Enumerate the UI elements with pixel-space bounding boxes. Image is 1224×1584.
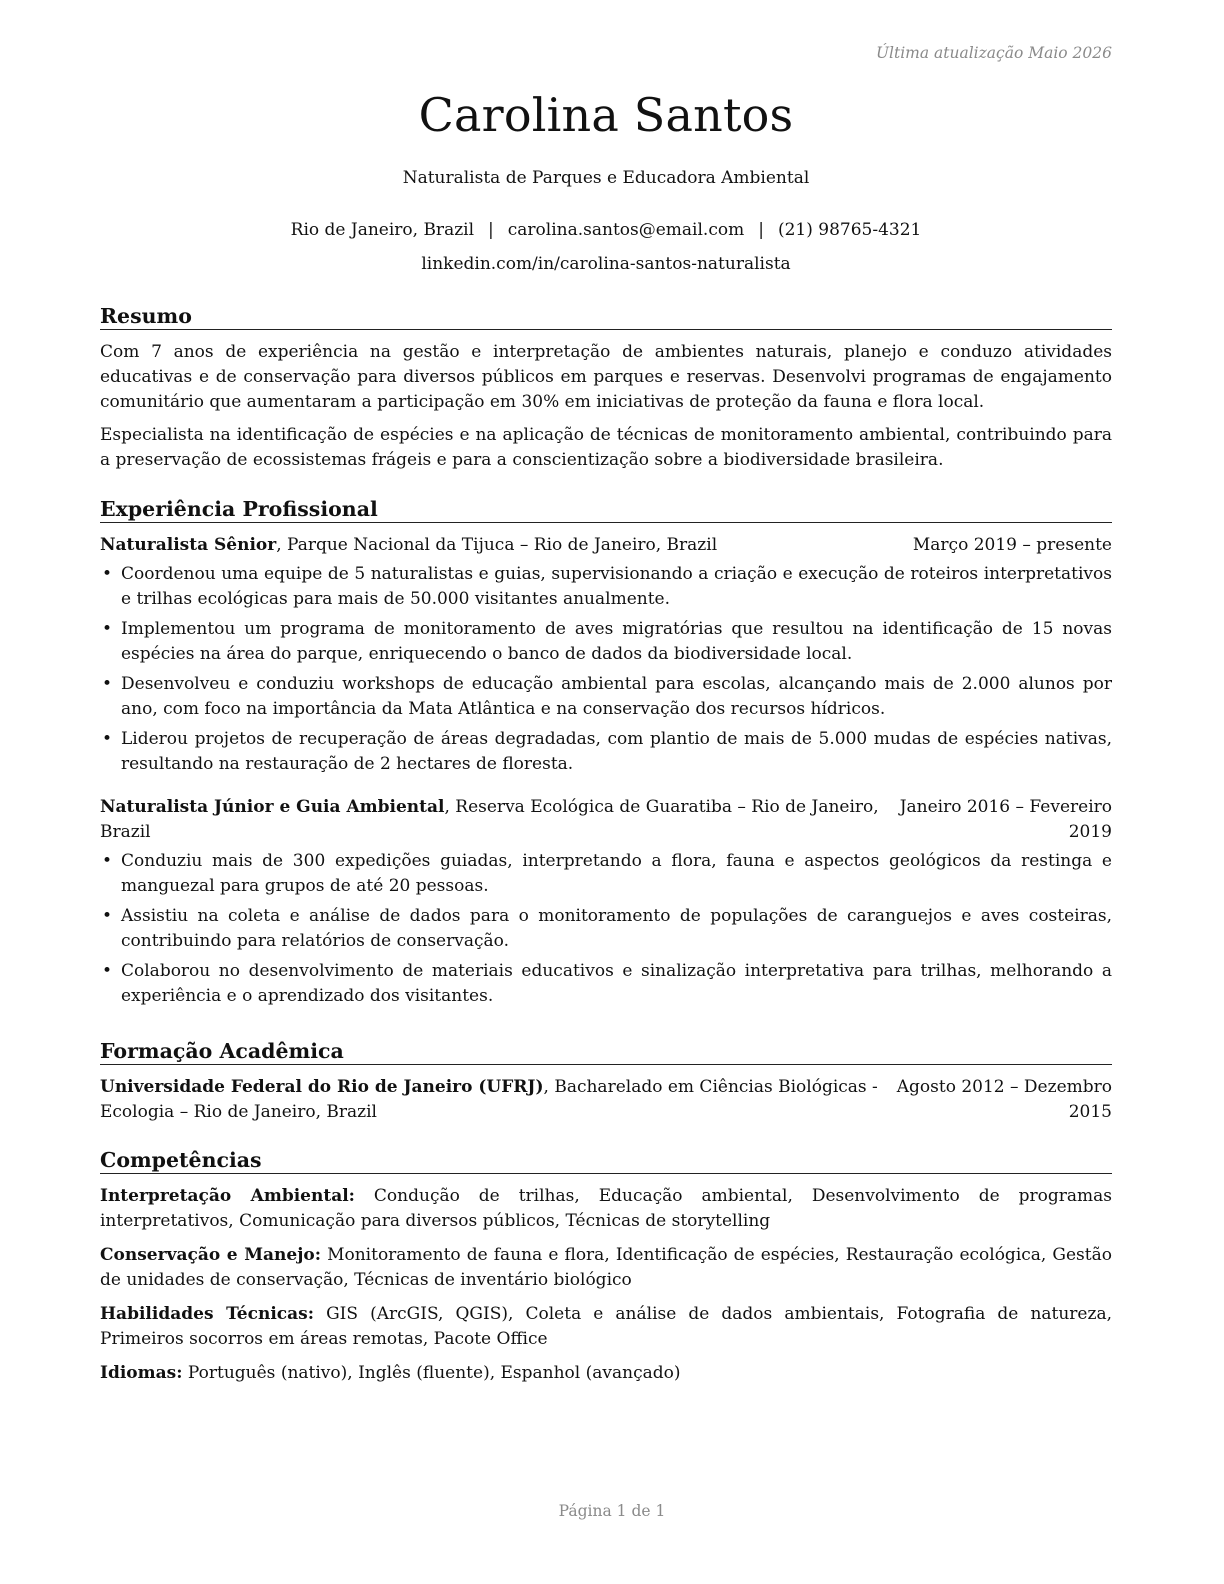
education-dates: Agosto 2012 – Dezembro: [896, 1077, 1112, 1097]
list-item: • Colaborou no desenvolvimento de materiais educativos e sinalização interpretativa para trilhas, melhorando a experiência e o aprendizado dos visitantes.: [102, 961, 1112, 1006]
list-item: • Liderou projetos de recuperação de áreas degradadas, com plantio de mais de 5.000 mudas de espécies nativas, resultando na restauração de 2 hectares de floresta.: [102, 729, 1112, 774]
section-title: Resumo: [100, 304, 1112, 330]
bullet-icon: •: [102, 729, 113, 749]
list-item: • Implementou um programa de monitoramento de aves migratórias que resultou na identificação de 15 novas espécies na área do parque, enriquecendo o banco de dados da biodiversidade local.: [102, 619, 1112, 664]
school-name: Universidade Federal do Rio de Janeiro (UFRJ): [100, 1077, 544, 1097]
list-item: • Assistiu na coleta e análise de dados para o monitoramento de populações de caranguejos e aves costeiras, contribuindo para relatórios de conservação.: [102, 906, 1112, 951]
bullet-icon: •: [102, 674, 113, 694]
skill-line: [100, 1302, 1112, 1352]
bullet-icon: •: [102, 906, 113, 926]
summary-section: [100, 304, 1112, 481]
job-header: [100, 795, 1112, 820]
bullet-icon: •: [102, 851, 113, 871]
job-role: Naturalista Sênior: [100, 535, 277, 555]
bullet-icon: •: [102, 619, 113, 639]
job-header: [100, 533, 1112, 558]
contact-separator: |: [488, 220, 494, 240]
job-dates: Janeiro 2016 – Fevereiro: [899, 797, 1112, 817]
bullet-icon: •: [102, 961, 113, 981]
job-bullets: [100, 562, 1112, 777]
bullet-icon: •: [102, 564, 113, 584]
skill-label: Idiomas:: [100, 1363, 183, 1383]
list-item: • Conduziu mais de 300 expedições guiadas, interpretando a flora, fauna e aspectos geológicos da restinga e manguezal para grupos de até 20 pessoas.: [102, 851, 1112, 896]
education-header-continued: [100, 1100, 1112, 1125]
degree: , Bacharelado em Ciências Biológicas -: [543, 1077, 878, 1097]
list-item: • Coordenou uma equipe de 5 naturalistas e guias, supervisionando a criação e execução de roteiros interpretativos e trilhas ecológicas para mais de 50.000 visitantes anualmente.: [102, 564, 1112, 609]
skill-label: Habilidades Técnicas:: [100, 1304, 315, 1324]
job-location-continued: Brazil: [100, 822, 151, 842]
skill-text: Monitoramento de fauna e flora, Identificação de espécies, Restauração ecológica, Gestão de unidades de conservação, Técnicas de inventário biológico: [100, 1245, 1112, 1290]
skill-label: Conservação e Manejo:: [100, 1245, 321, 1265]
job-dates-continued: 2019: [1068, 822, 1112, 842]
summary-paragraph: Com 7 anos de experiência na gestão e interpretação de ambientes naturais, planejo e conduzo atividades educativas e de conservação para diversos públicos em parques e reservas. Desenvolvi programas de engajamento comunitário que aumentaram a participação em 30% em iniciativas de proteção da fauna e flora local.: [100, 342, 1112, 412]
skill-label: Interpretação Ambiental:: [100, 1186, 355, 1206]
contact-separator: |: [758, 220, 764, 240]
section-title: Experiência Profissional: [100, 497, 1112, 523]
job-org: , Reserva Ecológica de Guaratiba – Rio de Janeiro,: [444, 797, 879, 817]
skill-line: [100, 1361, 1112, 1386]
job-entry: [100, 795, 1112, 1009]
page-number: Página 1 de 1: [558, 1502, 666, 1520]
job-role: Naturalista Júnior e Guia Ambiental: [100, 797, 445, 817]
location: Rio de Janeiro, Brazil: [290, 220, 475, 240]
summary-paragraph: Especialista na identificação de espécies e na aplicação de técnicas de monitoramento ambiental, contribuindo para a preservação de ecossistemas frágeis e para a conscientização sobre a biodiversidade brasileira.: [100, 425, 1112, 470]
job-bullets: [100, 849, 1112, 1009]
education-header: [100, 1075, 1112, 1100]
education-dates-continued: 2015: [1068, 1102, 1112, 1122]
degree-continued: Ecologia – Rio de Janeiro, Brazil: [100, 1102, 377, 1122]
skill-line: [100, 1243, 1112, 1293]
job-header-continued: [100, 820, 1112, 845]
experience-section: [100, 497, 1112, 1014]
phone: (21) 98765-4321: [777, 220, 922, 240]
last-updated: Última atualização Maio 2026: [875, 44, 1112, 62]
contact-line: [100, 220, 1112, 240]
email-link[interactable]: carolina.santos@email.com: [507, 220, 745, 240]
section-title: Formação Acadêmica: [100, 1039, 1112, 1065]
job-org: , Parque Nacional da Tijuca – Rio de Janeiro, Brazil: [276, 535, 718, 555]
skills-section: [100, 1148, 1112, 1395]
education-section: [100, 1039, 1112, 1125]
job-dates: Março 2019 – presente: [912, 535, 1112, 555]
skill-text: Condução de trilhas, Educação ambiental, Desenvolvimento de programas interpretativos, Comunicação para diversos públicos, Técnicas de storytelling: [100, 1186, 1112, 1231]
candidate-name: Carolina Santos: [418, 88, 794, 142]
skill-text: Português (nativo), Inglês (fluente), Espanhol (avançado): [182, 1363, 681, 1383]
list-item: • Desenvolveu e conduziu workshops de educação ambiental para escolas, alcançando mais de 2.000 alunos por ano, com foco na importância da Mata Atlântica e na conservação dos recursos hídricos.: [102, 674, 1112, 719]
section-title: Competências: [100, 1148, 1112, 1174]
skill-text: GIS (ArcGIS, QGIS), Coleta e análise de dados ambientais, Fotografia de natureza, Primeiros socorros em áreas remotas, Pacote Office: [100, 1304, 1112, 1349]
job-entry: [100, 533, 1112, 777]
linkedin-link[interactable]: linkedin.com/in/carolina-santos-naturalista: [421, 254, 791, 274]
headline: Naturalista de Parques e Educadora Ambiental: [402, 168, 810, 188]
skill-line: [100, 1184, 1112, 1234]
